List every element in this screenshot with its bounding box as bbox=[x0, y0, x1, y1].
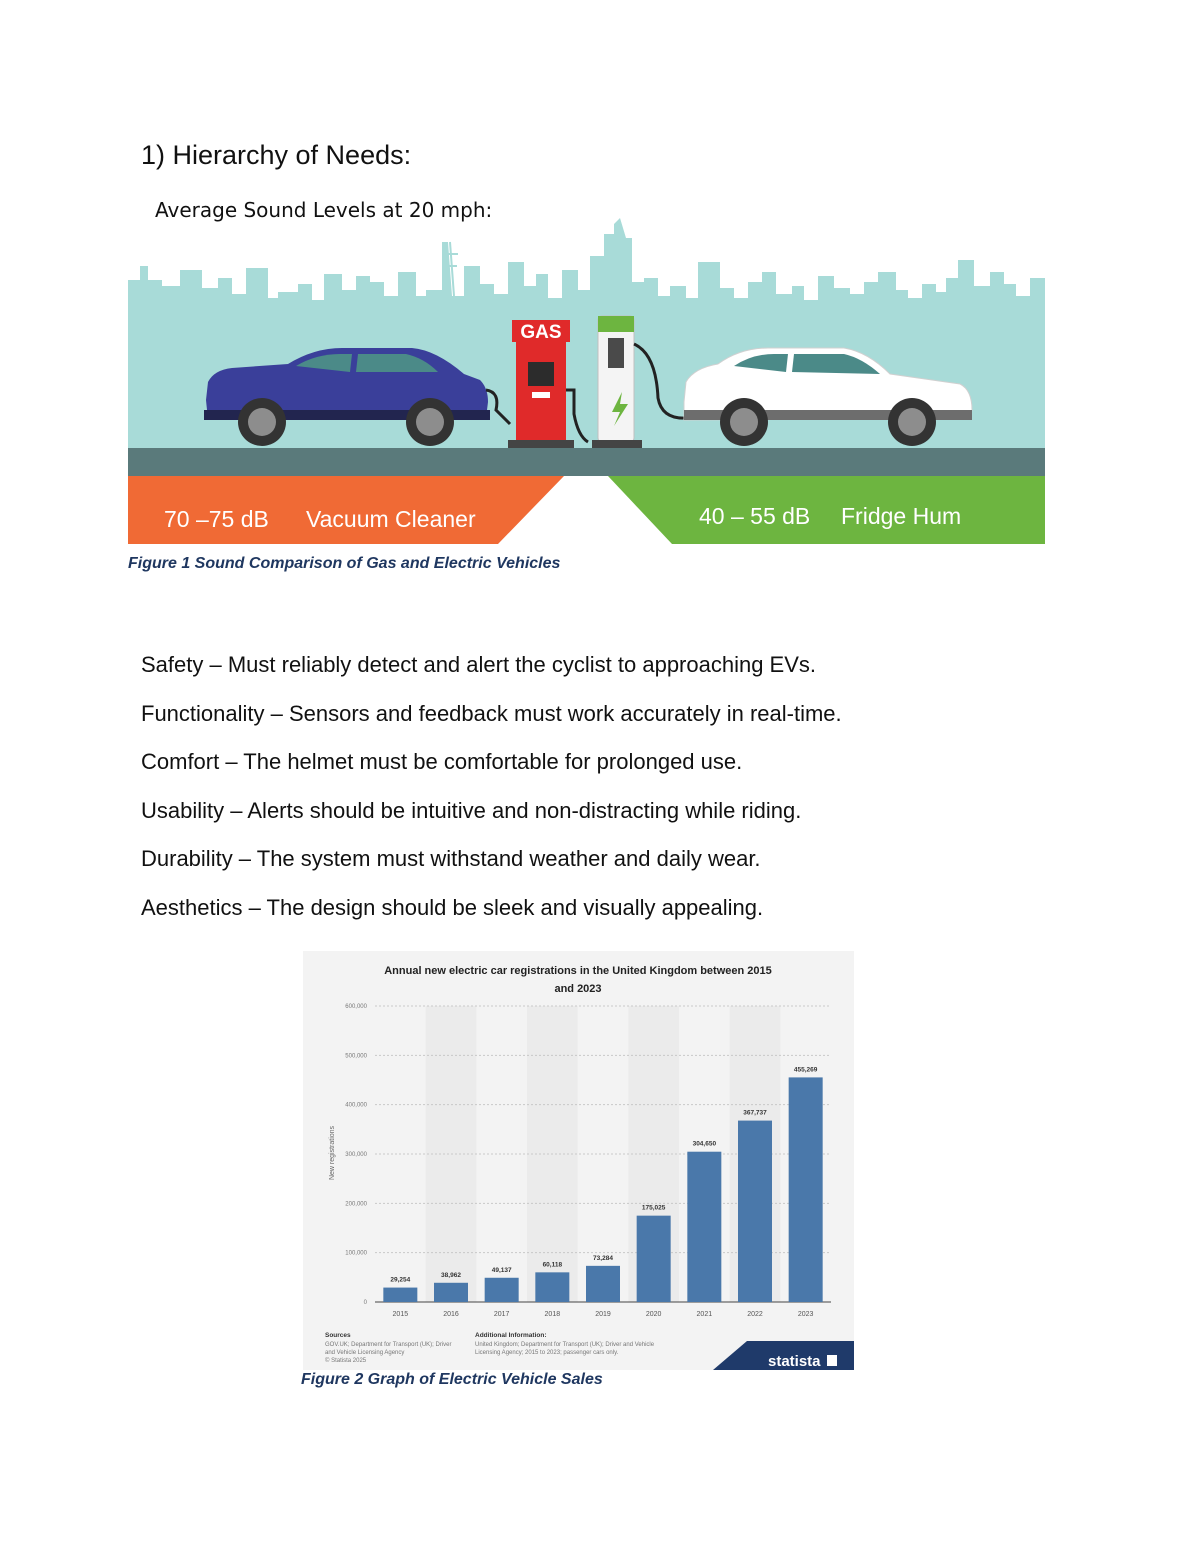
chart-y-tick-label: 200,000 bbox=[345, 1201, 367, 1208]
need-item-usability: Usability – Alerts should be intuitive and non-distracting while riding. bbox=[141, 797, 802, 823]
statista-logo-mark bbox=[827, 1355, 837, 1366]
chart-bar-value-label: 49,137 bbox=[491, 1266, 512, 1274]
chart-y-tick-label: 400,000 bbox=[345, 1102, 367, 1109]
chart-bar-2023 bbox=[789, 1077, 823, 1302]
chart-x-tick-label: 2016 bbox=[443, 1311, 459, 1318]
chart-bar-value-label: 367,737 bbox=[743, 1109, 767, 1117]
chart-sources-line-1: GOV.UK; Department for Transport (UK); Driver bbox=[325, 1342, 452, 1348]
chart-x-tick-label: 2023 bbox=[797, 1311, 814, 1318]
figure-1-caption: Figure 1 Sound Comparison of Gas and Electric Vehicles bbox=[128, 555, 561, 572]
road bbox=[128, 448, 1045, 476]
chart-bar-value-label: 38,962 bbox=[441, 1271, 461, 1279]
need-item-durability: Durability – The system must withstand weather and daily wear. bbox=[141, 846, 761, 872]
chart-bar-value-label: 29,254 bbox=[390, 1276, 411, 1284]
chart-sources-title: Sources bbox=[325, 1332, 351, 1339]
chart-bar-value-label: 73,284 bbox=[593, 1254, 613, 1262]
chart-y-tick-label: 100,000 bbox=[345, 1250, 367, 1257]
chart-sources-line-2: and Vehicle Licensing Agency bbox=[325, 1350, 405, 1356]
chart-title-line-1: Annual new electric car registrations in the United Kingdom between 2015 bbox=[384, 965, 772, 977]
chart-bar-value-label: 304,650 bbox=[692, 1140, 717, 1148]
chart-bar-2019 bbox=[586, 1266, 620, 1302]
chart-bar-2020 bbox=[637, 1216, 671, 1302]
page-heading: 1) Hierarchy of Needs: bbox=[141, 140, 412, 170]
chart-x-tick-label: 2021 bbox=[696, 1311, 713, 1318]
chart-x-tick-label: 2020 bbox=[645, 1311, 662, 1318]
gas-comparison-label: Vacuum Cleaner bbox=[306, 506, 476, 532]
figure-2-caption: Figure 2 Graph of Electric Vehicle Sales bbox=[301, 1371, 603, 1388]
needs-list bbox=[141, 650, 842, 942]
chart-sources-line-3: © Statista 2025 bbox=[325, 1358, 367, 1364]
ev-registrations-chart bbox=[303, 951, 854, 1370]
chart-info-line-1: United Kingdom; Department for Transport (UK); Driver and Vehicle bbox=[475, 1342, 655, 1348]
chart-x-tick-label: 2018 bbox=[544, 1311, 561, 1318]
chart-x-tick-label: 2019 bbox=[595, 1311, 611, 1318]
need-item-safety: Safety – Must reliably detect and alert the cyclist to approaching EVs. bbox=[141, 652, 817, 677]
chart-info-line-2: Licensing Agency; 2015 to 2023; passenger cars only. bbox=[475, 1350, 619, 1356]
chart-bar-2022 bbox=[738, 1121, 772, 1302]
chart-bar-2017 bbox=[485, 1278, 519, 1302]
chart-x-tick-label: 2022 bbox=[747, 1311, 763, 1318]
chart-x-tick-label: 2015 bbox=[392, 1311, 409, 1318]
chart-bar-2018 bbox=[535, 1272, 569, 1302]
chart-bar-value-label: 60,118 bbox=[542, 1261, 563, 1269]
chart-plot-area bbox=[345, 1004, 831, 1318]
gas-db-text: 70 –75 dB bbox=[164, 506, 269, 532]
ev-db-text: 40 – 55 dB bbox=[699, 503, 811, 529]
gas-sign-text: GAS bbox=[520, 322, 562, 343]
chart-bar-2015 bbox=[383, 1288, 417, 1302]
chart-bar-value-label: 175,025 bbox=[641, 1204, 666, 1212]
chart-y-tick-label: 0 bbox=[363, 1300, 367, 1306]
chart-x-tick-label: 2017 bbox=[493, 1311, 510, 1318]
ev-registrations-chart-panel bbox=[303, 951, 854, 1370]
chart-info-title: Additional Information: bbox=[475, 1332, 547, 1339]
need-item-comfort: Comfort – The helmet must be comfortable for prolonged use. bbox=[141, 749, 743, 775]
ev-comparison-label: Fridge Hum bbox=[841, 503, 962, 529]
right-banner bbox=[608, 476, 1045, 544]
chart-y-tick-label: 300,000 bbox=[345, 1152, 367, 1158]
chart-bar-2021 bbox=[687, 1152, 721, 1302]
chart-bar-value-label: 455,269 bbox=[793, 1066, 818, 1074]
statista-logo-text: statista bbox=[768, 1353, 821, 1370]
chart-title-line-2: and 2023 bbox=[554, 983, 602, 995]
need-item-functionality: Functionality – Sensors and feedback must work accurately in real-time. bbox=[141, 700, 842, 726]
chart-y-tick-label: 500,000 bbox=[345, 1053, 367, 1060]
chart-y-axis-label: New registrations bbox=[329, 1125, 336, 1181]
illustration-subheading: Average Sound Levels at 20 mph: bbox=[155, 198, 493, 222]
chart-bar-2016 bbox=[434, 1283, 468, 1302]
need-item-aesthetics: Aesthetics – The design should be sleek and visually appealing. bbox=[141, 894, 764, 920]
sound-comparison-illustration bbox=[128, 214, 1045, 546]
chart-y-tick-label: 600,000 bbox=[345, 1004, 367, 1010]
